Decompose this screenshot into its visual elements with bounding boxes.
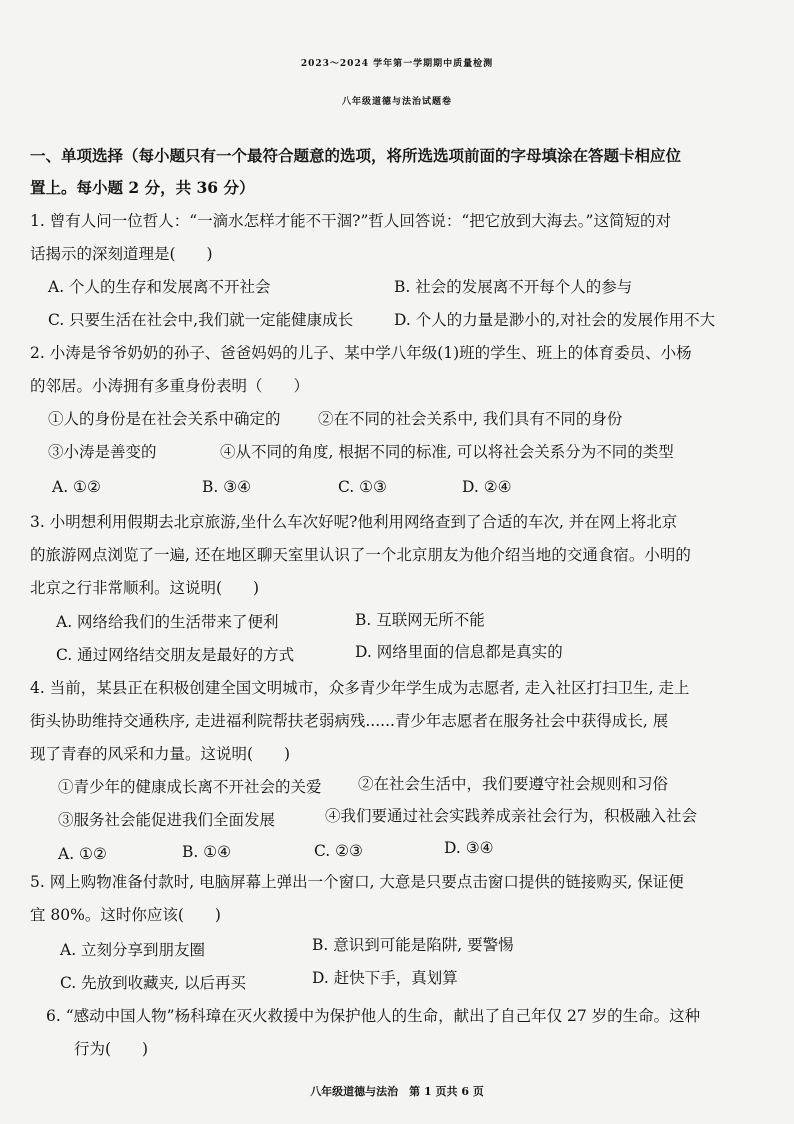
exam-title-line1: 2023～2024 学年第一学期期中质量检测 xyxy=(300,59,494,69)
question-2-stem-cont: 的邻居。小涛拥有多重身份表明（ ） xyxy=(30,377,310,395)
question-4-option-a: A. ①② xyxy=(58,845,107,863)
question-5-option-b: B. 意识到可能是陷阱, 要警惕 xyxy=(312,936,514,954)
question-2-option-d: D. ②④ xyxy=(462,478,512,496)
page-footer: 八年级道德与法治 第 1 页共 6 页 xyxy=(310,1085,484,1098)
question-4-stem: 4. 当前，某县正在积极创建全国文明城市，众多青少年学生成为志愿者, 走入社区打扫卫生, 走上 xyxy=(30,679,690,697)
question-1-option-c: C. 只要生活在社会中,我们就一定能健康成长 xyxy=(48,311,354,329)
question-5-option-a: A. 立刻分享到朋友圈 xyxy=(60,941,206,959)
question-1-stem-cont: 话揭示的深刻道理是( ) xyxy=(30,245,213,263)
question-3-option-b: B. 互联网无所不能 xyxy=(355,611,485,629)
question-4-stem-cont2: 现了青春的风采和力量。这说明( ) xyxy=(30,745,291,763)
question-2-option-b: B. ③④ xyxy=(202,478,252,496)
question-2-stem: 2. 小涛是爷爷奶奶的孙子、爸爸妈妈的儿子、某中学八年级(1)班的学生、班上的体育委员、小杨 xyxy=(30,344,692,362)
question-3-stem-cont: 的旅游网点浏览了一遍, 还在地区聊天室里认识了一个北京朋友为他介绍当地的交通食宿。小明的 xyxy=(30,546,691,564)
question-5-option-c: C. 先放到收藏夹, 以后再买 xyxy=(60,974,247,992)
section-heading-cont: 置上。每小题 2 分，共 36 分） xyxy=(30,178,255,197)
question-5-stem-cont: 宜 80%。这时你应该( ) xyxy=(30,906,221,924)
exam-title-line2: 八年级道德与法治试题卷 xyxy=(341,97,452,107)
section-heading: 一、单项选择（每小题只有一个最符合题意的选项，将所选选项前面的字母填涂在答题卡相应位 xyxy=(30,146,682,165)
question-2-statement-4: ④从不同的角度, 根据不同的标准, 可以将社会关系分为不同的类型 xyxy=(220,443,674,461)
question-3-option-c: C. 通过网络结交朋友是最好的方式 xyxy=(56,646,295,664)
question-6-stem-cont: 行为( ) xyxy=(74,1040,149,1058)
question-1-option-d: D. 个人的力量是渺小的,对社会的发展作用不大 xyxy=(394,311,716,329)
question-2-option-c: C. ①③ xyxy=(338,478,387,496)
question-3-option-d: D. 网络里面的信息都是真实的 xyxy=(355,643,563,661)
question-6-stem: 6. “感动中国人物”杨科璋在灭火救援中为保护他人的生命，献出了自己年仅 27 岁的生命。这种 xyxy=(46,1007,701,1025)
question-1-option-a: A. 个人的生存和发展离不开社会 xyxy=(48,278,271,296)
question-4-option-d: D. ③④ xyxy=(444,839,494,857)
question-2-statement-2: ②在不同的社会关系中, 我们具有不同的身份 xyxy=(318,410,623,428)
question-2-statement-3: ③小涛是善变的 xyxy=(48,443,157,461)
question-4-option-b: B. ①④ xyxy=(182,843,232,861)
question-4-statement-2: ②在社会生活中，我们要遵守社会规则和习俗 xyxy=(358,775,669,793)
question-5-option-d: D. 赶快下手，真划算 xyxy=(312,969,458,987)
question-4-statement-3: ③服务社会能促进我们全面发展 xyxy=(58,811,276,829)
question-1-stem: 1. 曾有人问一位哲人：“一滴水怎样才能不干涸?”哲人回答说：“把它放到大海去。”这简短的对 xyxy=(30,212,671,230)
question-3-option-a: A. 网络给我们的生活带来了便利 xyxy=(56,613,279,631)
question-2-option-a: A. ①② xyxy=(52,478,101,496)
question-5-stem: 5. 网上购物准备付款时, 电脑屏幕上弹出一个窗口, 大意是只要点击窗口提供的链接购买, 保证便 xyxy=(30,873,684,891)
question-4-statement-1: ①青少年的健康成长离不开社会的关爱 xyxy=(58,778,322,796)
question-4-statement-4: ④我们要通过社会实践养成亲社会行为，积极融入社会 xyxy=(325,807,698,825)
question-4-option-c: C. ②③ xyxy=(314,842,363,860)
question-2-statement-1: ①人的身份是在社会关系中确定的 xyxy=(48,410,281,428)
question-3-stem: 3. 小明想利用假期去北京旅游,坐什么车次好呢?他利用网络查到了合适的车次, 并在网上将北京 xyxy=(30,513,678,531)
question-1-option-b: B. 社会的发展离不开每个人的参与 xyxy=(394,278,633,296)
question-3-stem-cont2: 北京之行非常顺利。这说明( ) xyxy=(30,579,260,597)
question-4-stem-cont: 街头协助维持交通秩序, 走进福利院帮扶老弱病残......青少年志愿者在服务社会中获得成长, 展 xyxy=(30,712,669,730)
